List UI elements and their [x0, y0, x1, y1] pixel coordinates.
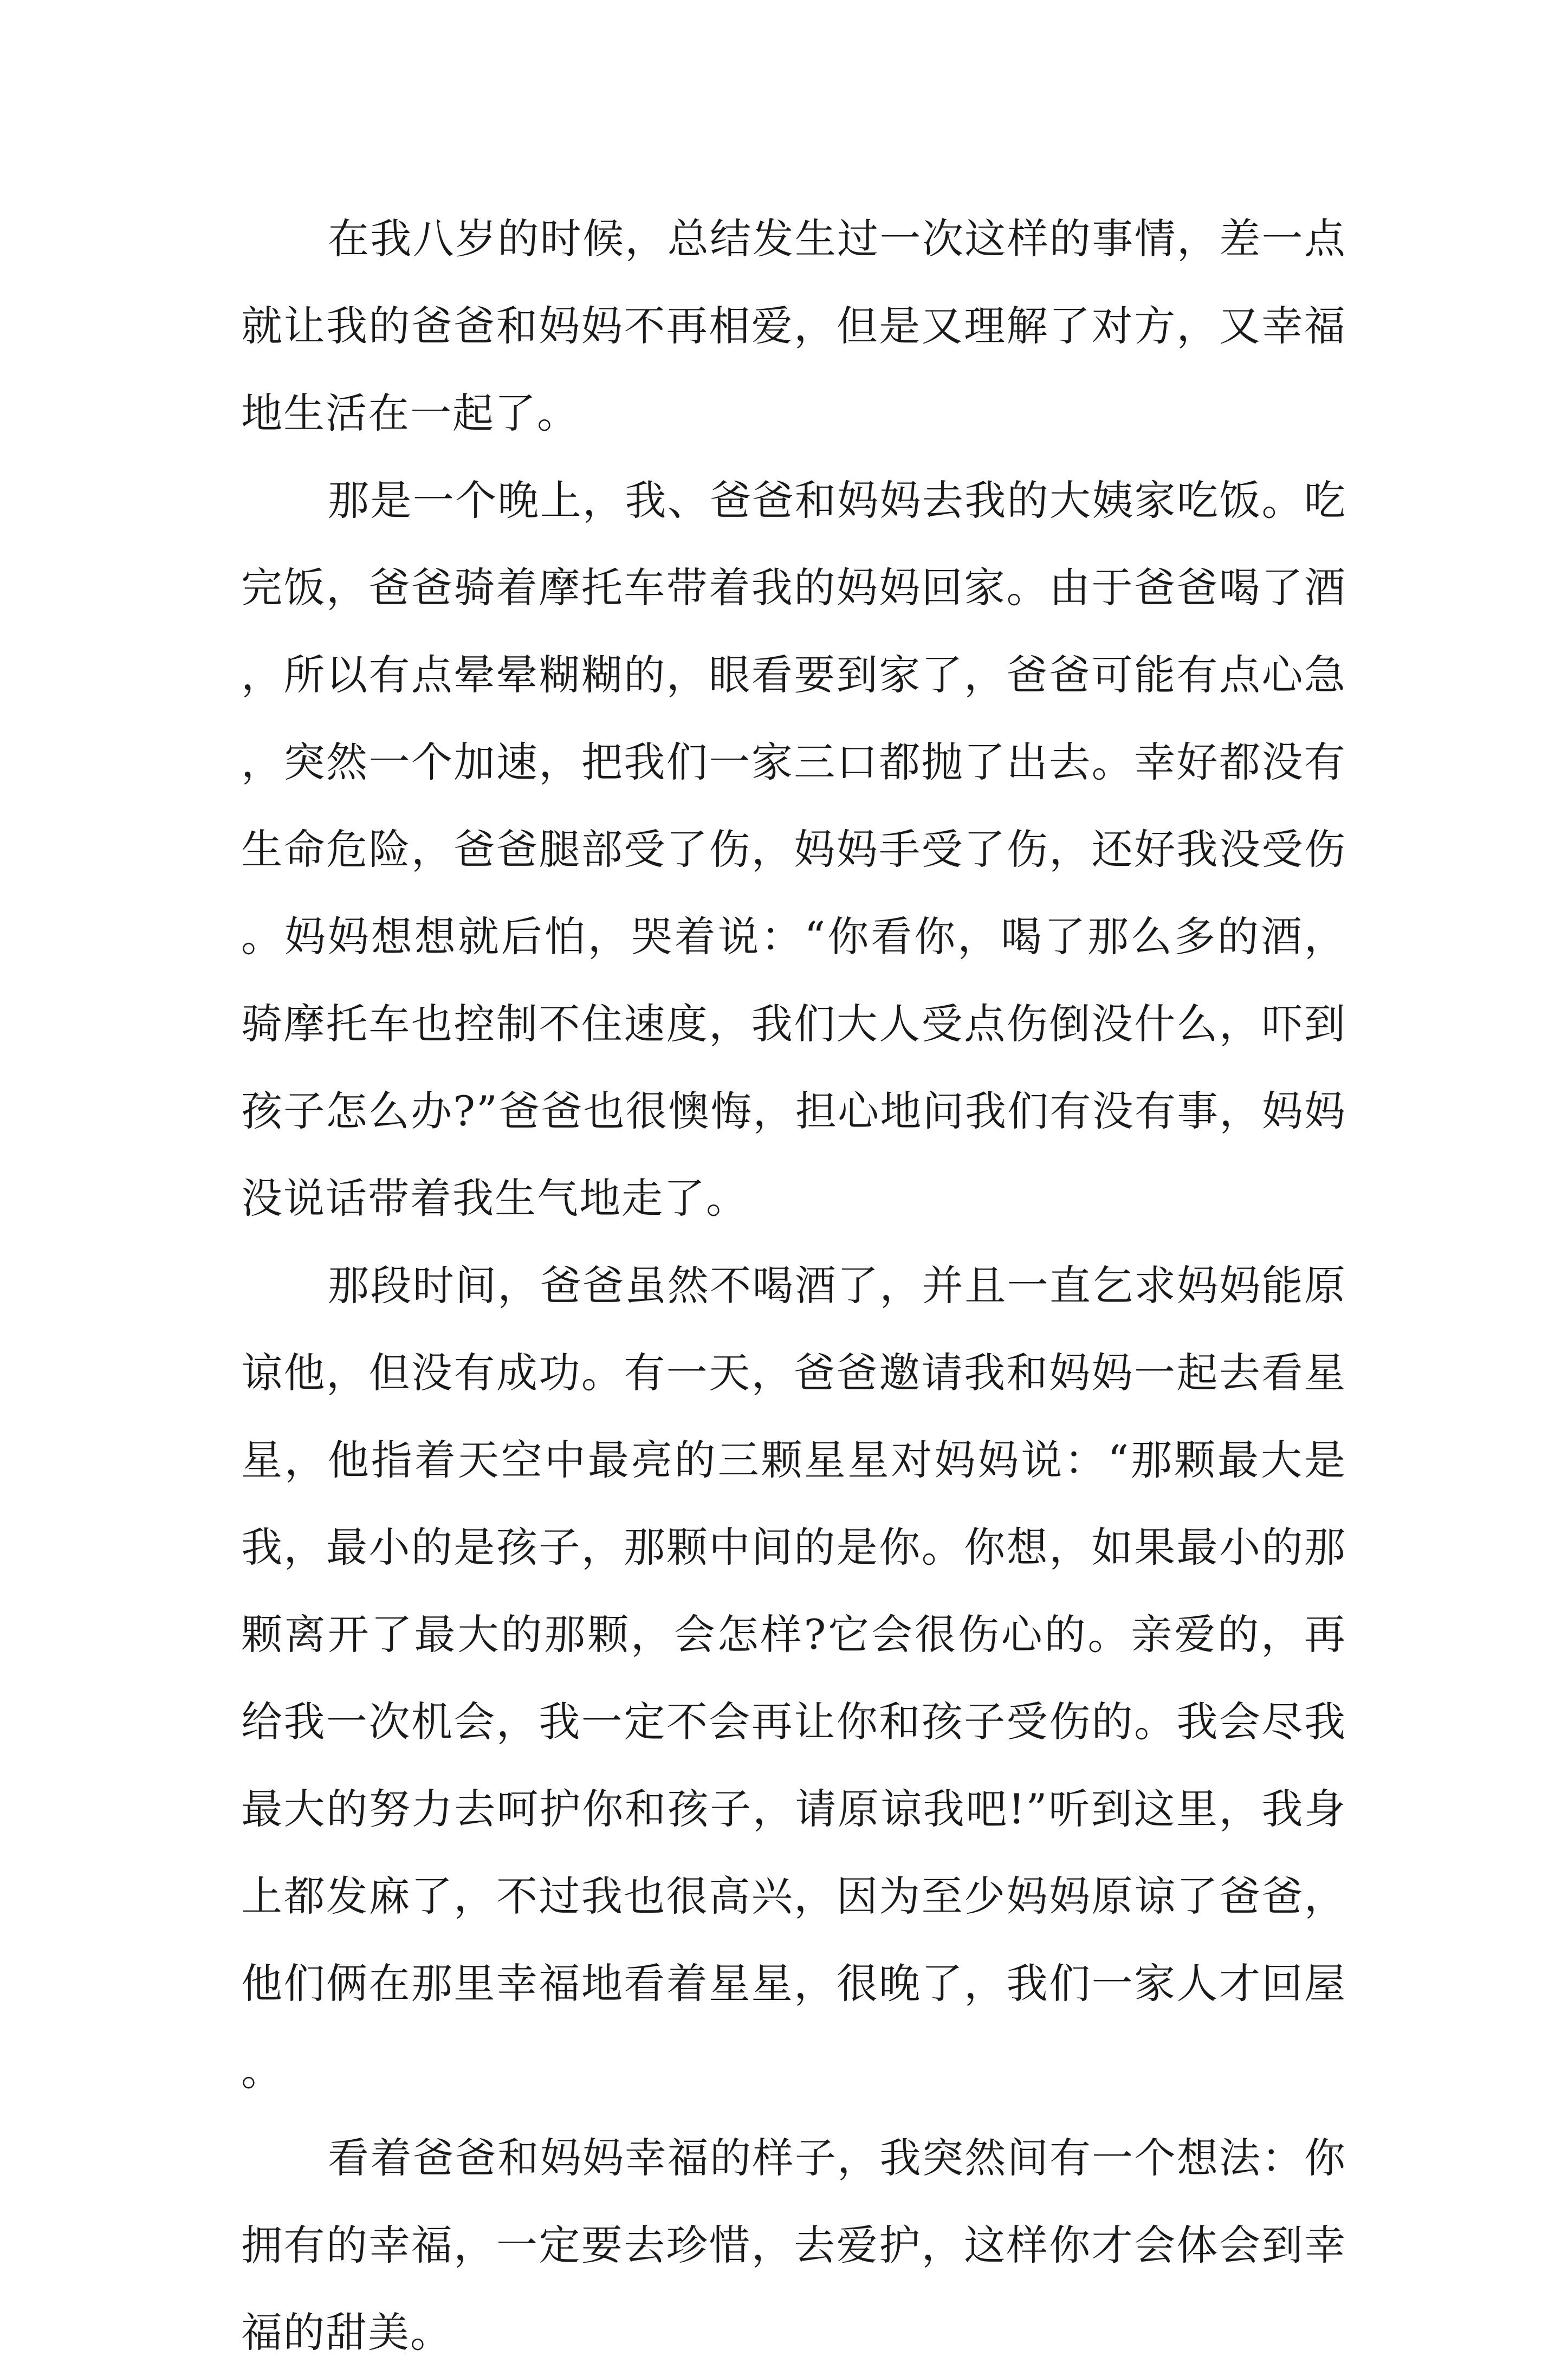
paragraph-2: 那是一个晚上，我、爸爸和妈妈去我的大姨家吃饭。吃完饭，爸爸骑着摩托车带着我的妈妈回家。由于爸爸喝了酒，所以有点晕晕糊糊的，眼看要到家了，爸爸可能有点心急，突然一个加速，把我们一家三口都抛了出去。幸好都没有生命危险，爸爸腿部受了伤，妈妈手受了伤，还好我没受伤。妈妈想想就后怕，哭着说：“你看你，喝了那么多的酒，骑摩托车也控制不住速度，我们大人受点伤倒没什么，吓到孩子怎么办?”爸爸也很懊悔，担心地问我们有没有事，妈妈没说话带着我生气地走了。	[241, 476, 1346, 1222]
essay-body	[241, 195, 1346, 2376]
paragraph-3: 那段时间，爸爸虽然不喝酒了，并且一直乞求妈妈能原谅他，但没有成功。有一天，爸爸邀请我和妈妈一起去看星星，他指着天空中最亮的三颗星星对妈妈说：“那颗最大是我，最小的是孩子，那颗中间的是你。你想，如果最小的那颗离开了最大的那颗，会怎样?它会很伤心的。亲爱的，再给我一次机会，我一定不会再让你和孩子受伤的。我会尽我最大的努力去呵护你和孩子，请原谅我吧!”听到这里，我身上都发麻了，不过我也很高兴，因为至少妈妈原谅了爸爸，他们俩在那里幸福地看着星星，很晚了，我们一家人才回屋。	[241, 1261, 1346, 2095]
paragraph-4: 看着爸爸和妈妈幸福的样子，我突然间有一个想法：你拥有的幸福，一定要去珍惜，去爱护，这样你才会体会到幸福的甜美。	[241, 2134, 1346, 2356]
paragraph-1: 在我八岁的时候，总结发生过一次这样的事情，差一点就让我的爸爸和妈妈不再相爱，但是又理解了对方，又幸福地生活在一起了。	[241, 215, 1346, 437]
